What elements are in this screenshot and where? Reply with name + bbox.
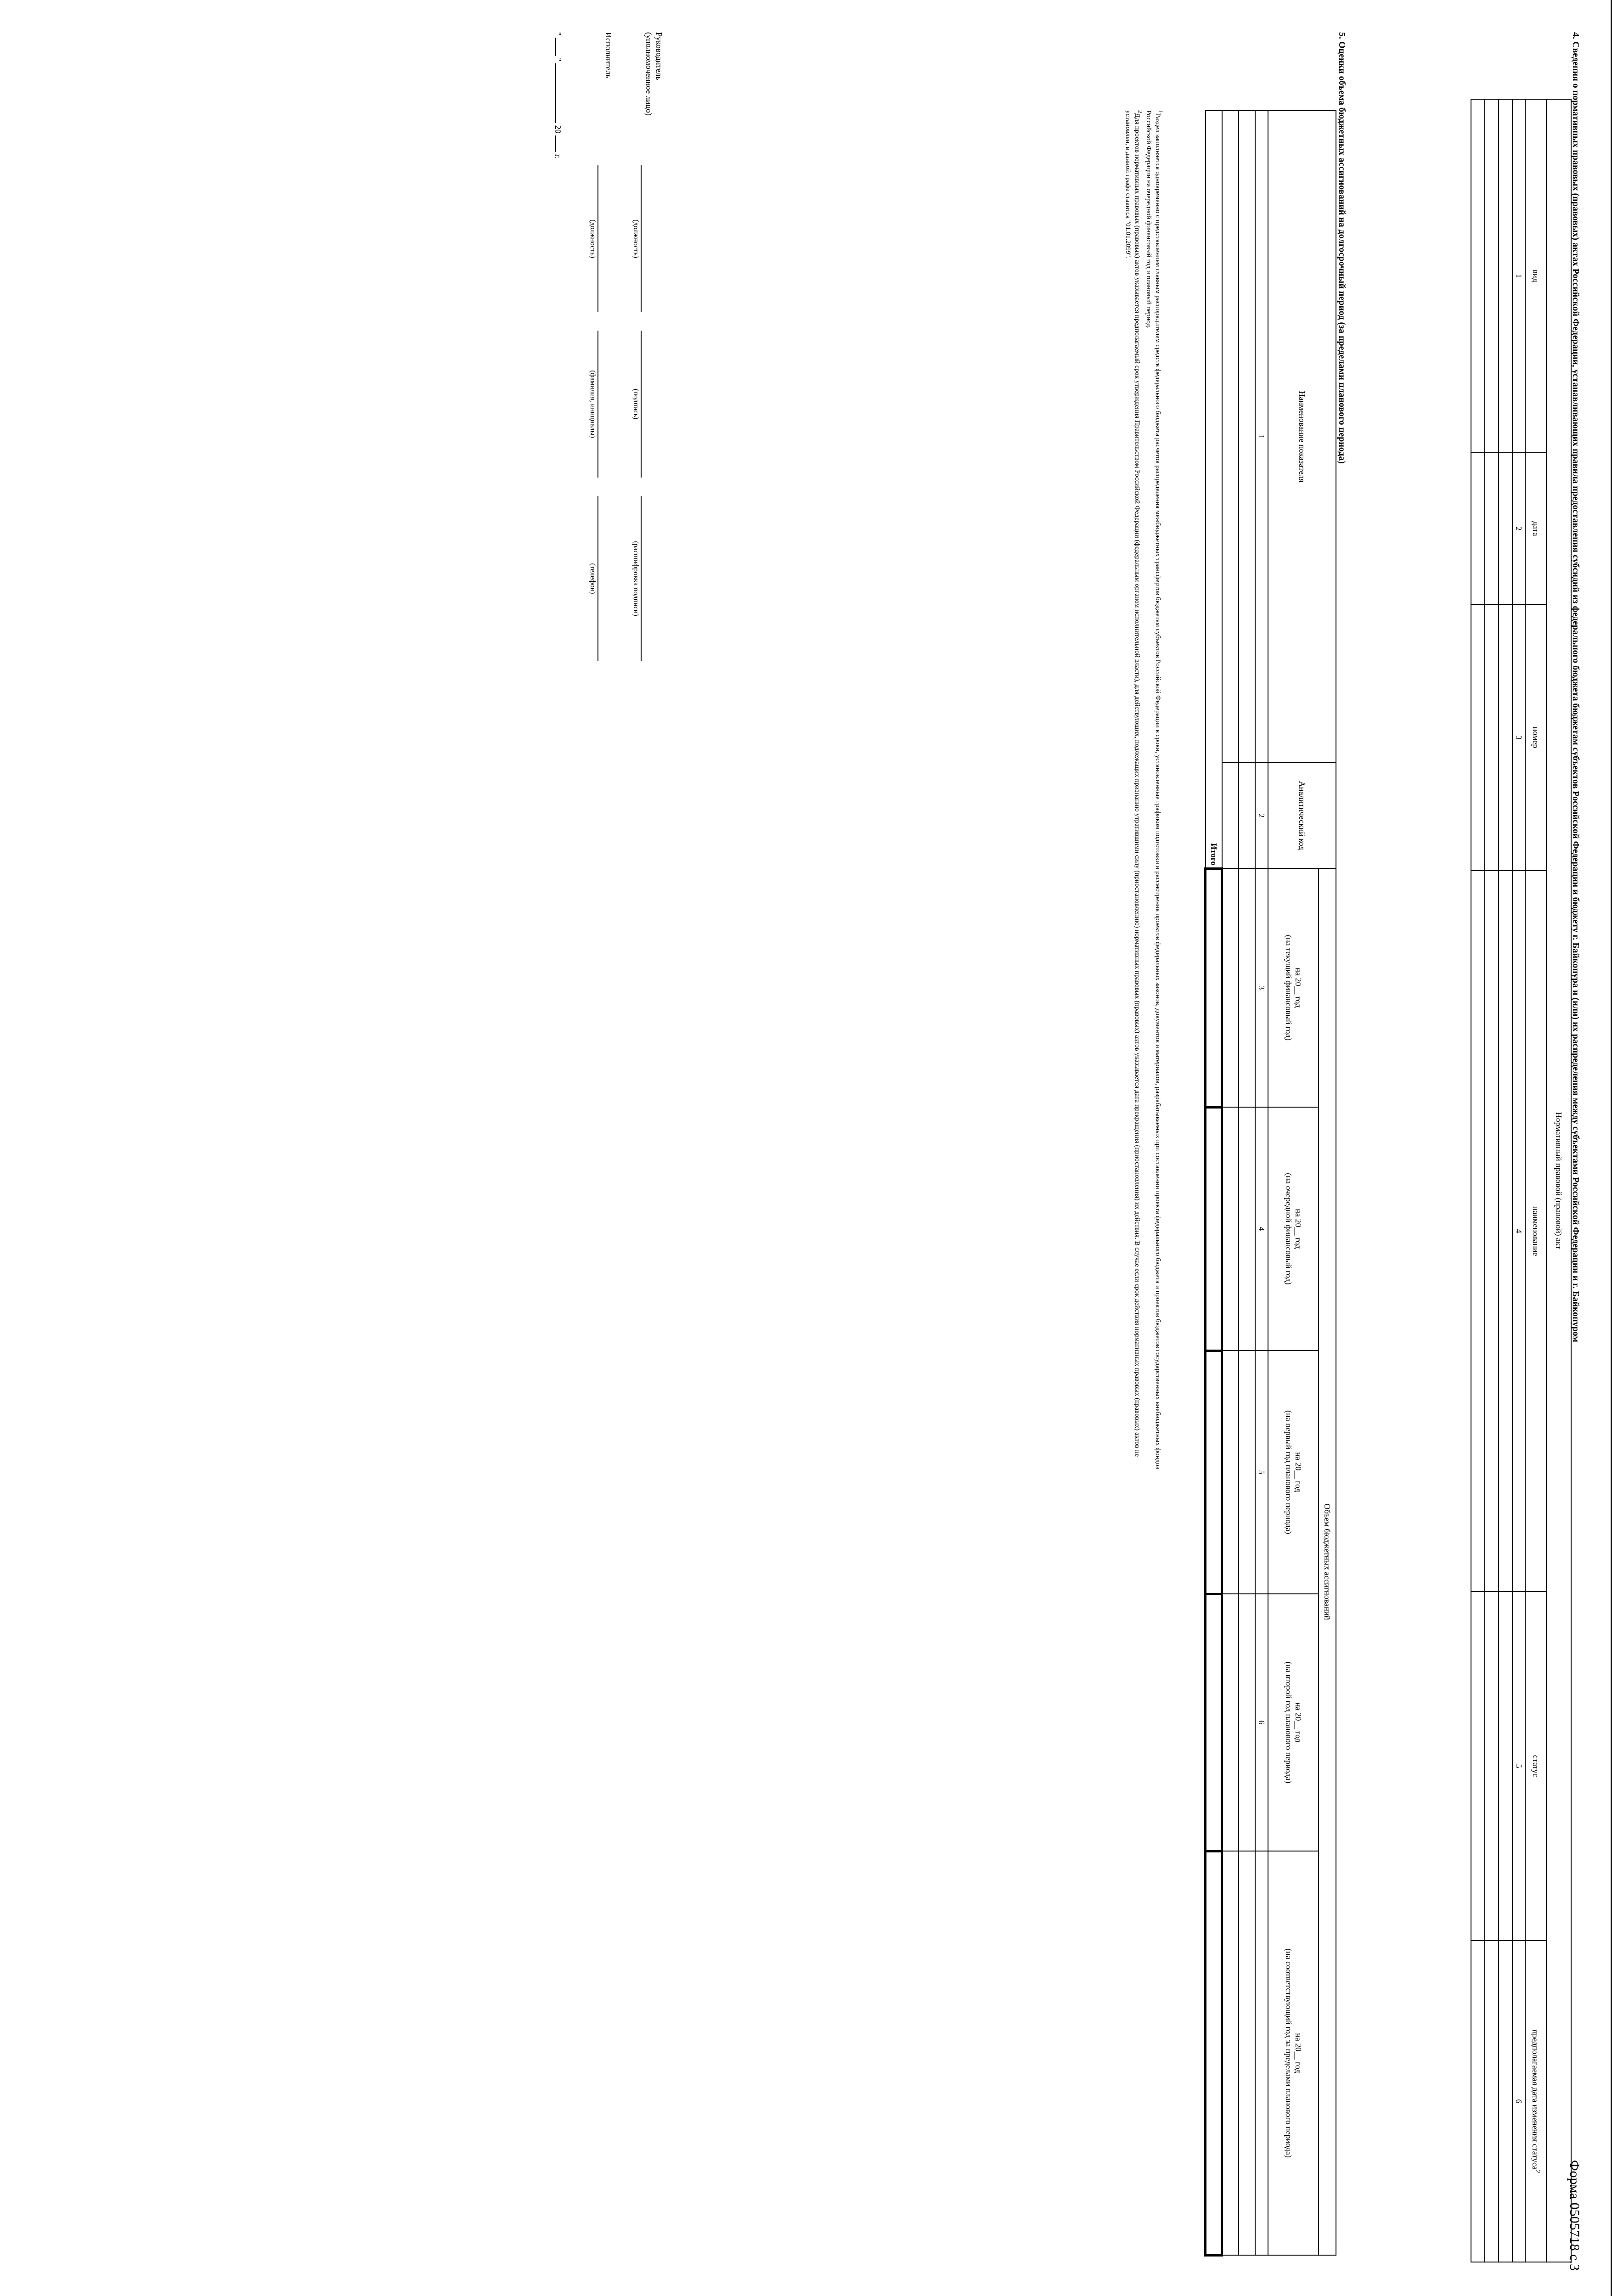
- section4-header-row: [1525, 99, 1546, 2262]
- section5-colnum-1: 1: [1255, 111, 1268, 763]
- section4-cell: [1485, 604, 1499, 871]
- section4-data-row: [1471, 99, 1485, 2262]
- section4-col-date: дата: [1525, 453, 1546, 604]
- section5-total-label: Итого: [1206, 111, 1222, 868]
- section4-data-row: [1485, 99, 1499, 2262]
- head-decoding-caption: (расшифровка подписи): [632, 541, 640, 616]
- date-open-quote: ": [553, 32, 563, 36]
- section4-cell: [1471, 1941, 1485, 2262]
- section5-cell: [1222, 763, 1239, 868]
- date-line: [553, 32, 563, 159]
- section4-colnum-3: 3: [1512, 604, 1525, 871]
- section4-cell: [1485, 99, 1499, 453]
- section5-cell: [1222, 1594, 1239, 1851]
- section5-period-plan2: [1268, 1594, 1319, 1851]
- section5-cell: [1239, 111, 1255, 763]
- section5-cell: [1222, 1851, 1239, 2255]
- form-code: Форма 0505718 с.3: [1567, 2160, 1582, 2271]
- date-month-blank[interactable]: [555, 63, 556, 123]
- section4-cell: [1485, 1941, 1499, 2262]
- executor-label: Исполнитель: [604, 32, 613, 79]
- footnote-2-mark: 2: [1137, 110, 1144, 113]
- section4-cell: [1499, 1592, 1512, 1941]
- head-signature-line[interactable]: [641, 331, 653, 478]
- footnote-2-text: Для проектов нормативных правовых (правовых) актов указывается предполагаемый срок утверждения Правительством Российской Федерации (федеральным органом исполнительной власти), для действующих, подлежащих признанию утратившими силу (приостановлению) нормативных правовых (правовых) актов указывается дата прекращения (приостановления) их действия. В случае если срок действия нормативных правовых (правовых) актов не: [1133, 113, 1141, 1457]
- head-label-line2: (уполномоченное лицо): [644, 32, 654, 116]
- footnote-2-line: установлен, в данной графе ставится "01.01.2099".: [1124, 110, 1132, 259]
- section4-colnum-2: 2: [1512, 453, 1525, 604]
- section5-total-row: [1206, 111, 1222, 2255]
- section4-cell: [1485, 871, 1499, 1592]
- section5-period-next: [1268, 1107, 1319, 1351]
- section5-cell: [1222, 1351, 1239, 1594]
- section4-col-change-date-label: предполагаемая дата изменения статуса: [1530, 2029, 1540, 2170]
- section4-colnum-4: 4: [1512, 871, 1525, 1592]
- section4-title: 4. Сведения о нормативных правовых (правовых) актах Российской Федерации, устанавливающих правила предоставления субсидий из федерального бюджета бюджетам субъектов Российской Федерации и бюджету г. Байконура и (или) их распределения между субъектами Российской Федерации и г. Байконуром: [1571, 32, 1581, 1342]
- period-year: на 20__ год: [1293, 1702, 1303, 1743]
- date-close-quote: ": [553, 58, 563, 62]
- executor-position-line[interactable]: [597, 165, 609, 312]
- section4-cell: [1499, 1941, 1512, 2262]
- section4-cell: [1485, 453, 1499, 604]
- section4-col-name: наименование: [1525, 871, 1546, 1592]
- section4-group-header: Нормативный правовой (правовой) акт: [1546, 99, 1571, 2262]
- section5-cell: [1239, 1351, 1255, 1594]
- section4-cell: [1499, 453, 1512, 604]
- period-desc: (на второй год планового периода): [1284, 1661, 1293, 1784]
- section5-colnum-2: 2: [1255, 763, 1268, 868]
- section5-cell: [1239, 1594, 1255, 1851]
- section4-col-change-date: [1525, 1941, 1546, 2262]
- section4-cell: [1485, 1592, 1499, 1941]
- period-desc: (на очередной финансовый год): [1284, 1173, 1293, 1285]
- section4-colnum-1: 1: [1512, 99, 1525, 453]
- section5-cell: [1239, 868, 1255, 1107]
- executor-phone-caption: (телефон): [589, 563, 597, 594]
- footnote-1-mark: 1: [1157, 110, 1164, 113]
- period-year: на 20__ год: [1293, 968, 1303, 1008]
- footnote-1-text: Раздел заполняется одновременно с представлением главным распорядителем средств федерального бюджета расчетов распределения межбюджетных трансфертов бюджетам субъектов Российской Федерации в сроки, установленные графиком подготовки и рассмотрения проектов федеральных законов, документов и материалов, разрабатываемых при составлении проекта федерального бюджета и проектов бюджетов государственных внебюджетных фондов: [1154, 113, 1161, 1469]
- section4-cell: [1471, 453, 1485, 604]
- section5-col-analytic-code: Аналитический код: [1268, 763, 1336, 868]
- period-desc: (на соответствующий год за пределами планового периода): [1284, 1948, 1293, 2158]
- head-position-line[interactable]: [641, 165, 653, 312]
- footnote-2-line: [1133, 110, 1144, 1469]
- section5-total-cell: [1206, 1594, 1222, 1851]
- head-label-line1: Руководитель: [654, 32, 664, 80]
- section4-colnum-5: 5: [1512, 1592, 1525, 1941]
- section5-period-current: [1268, 868, 1319, 1107]
- head-signature-caption: (подпись): [632, 388, 640, 420]
- section5-data-row: [1239, 111, 1255, 2255]
- section5-cell: [1239, 1107, 1255, 1351]
- section5-colnum-7: [1255, 1851, 1268, 2255]
- section5-data-row: [1222, 111, 1239, 2255]
- section5-colnum-3: 3: [1255, 868, 1268, 1107]
- period-year: на 20__ год: [1293, 2033, 1303, 2073]
- section5-total-cell: [1206, 1107, 1222, 1351]
- section4-cell: [1471, 1592, 1485, 1941]
- section5-cell: [1239, 763, 1255, 868]
- section5-colnum-row: [1255, 111, 1268, 2255]
- section5-period-beyond: [1268, 1851, 1319, 2255]
- section4-cell: [1499, 871, 1512, 1592]
- section5-cell: [1222, 1107, 1239, 1351]
- head-label: [644, 32, 664, 116]
- footnote-1-line: Российской Федерации на очередной финансовый год и плановый период.: [1144, 110, 1152, 329]
- executor-name-caption: (фамилия, инициалы): [589, 370, 597, 438]
- period-desc: (на первый год планового периода): [1284, 1410, 1293, 1534]
- section5-cell: [1222, 868, 1239, 1107]
- section5-title: 5. Оценки объема бюджетных ассигнований на долгосрочный период (за пределами планового периода): [1337, 32, 1347, 464]
- footnote-ref-2: 2: [1533, 2170, 1541, 2173]
- section4-colnum-6: 6: [1512, 1941, 1525, 2262]
- section4-col-kind: вид: [1525, 99, 1546, 453]
- section4-table: [1471, 99, 1572, 2262]
- head-decoding-line[interactable]: [641, 496, 653, 661]
- section4-cell: [1471, 871, 1485, 1592]
- period-year: на 20__ год: [1293, 1452, 1303, 1492]
- section5-table: [1205, 110, 1337, 2257]
- period-year: на 20__ год: [1293, 1209, 1303, 1249]
- section5-group-row: [1319, 111, 1336, 2255]
- section4-cell: [1471, 604, 1485, 871]
- date-year-blank[interactable]: [555, 135, 556, 152]
- section5-cell: [1222, 111, 1239, 763]
- footnote-1-line: [1153, 110, 1164, 1469]
- section4-cell: [1499, 604, 1512, 871]
- period-desc: (на текущий финансовый год): [1284, 935, 1293, 1041]
- section4-cell: [1471, 99, 1485, 453]
- date-year-suffix: г.: [553, 154, 563, 159]
- section4-col-status: статус: [1525, 1592, 1546, 1941]
- section5-colnum-6: 6: [1255, 1594, 1268, 1851]
- section5-total-cell: [1206, 1851, 1222, 2255]
- section4-cell: [1499, 99, 1512, 453]
- section5-colnum-4: 4: [1255, 1107, 1268, 1351]
- footnotes: [1123, 110, 1164, 1469]
- section5-group-header: Объем бюджетных ассигнований: [1319, 868, 1336, 2255]
- signature-block: [517, 32, 664, 767]
- section5-colnum-5: 5: [1255, 1351, 1268, 1594]
- section4-group-row: [1546, 99, 1571, 2262]
- executor-name-line[interactable]: [597, 331, 609, 478]
- executor-phone-line[interactable]: [597, 496, 609, 661]
- executor-position-caption: (должность): [589, 219, 597, 258]
- date-year-prefix: 20: [553, 125, 563, 134]
- date-day-blank[interactable]: [555, 38, 556, 56]
- section5-total-cell: [1206, 1351, 1222, 1594]
- section4-col-number: номер: [1525, 604, 1546, 871]
- section4-data-row: [1499, 99, 1512, 2262]
- section5-cell: [1239, 1851, 1255, 2255]
- section5-period-plan1: [1268, 1351, 1319, 1594]
- section5-col-indicator: Наименование показателя: [1268, 111, 1336, 763]
- head-position-caption: (должность): [632, 219, 640, 258]
- section5-total-cell: [1206, 868, 1222, 1107]
- section4-colnum-row: [1512, 99, 1525, 2262]
